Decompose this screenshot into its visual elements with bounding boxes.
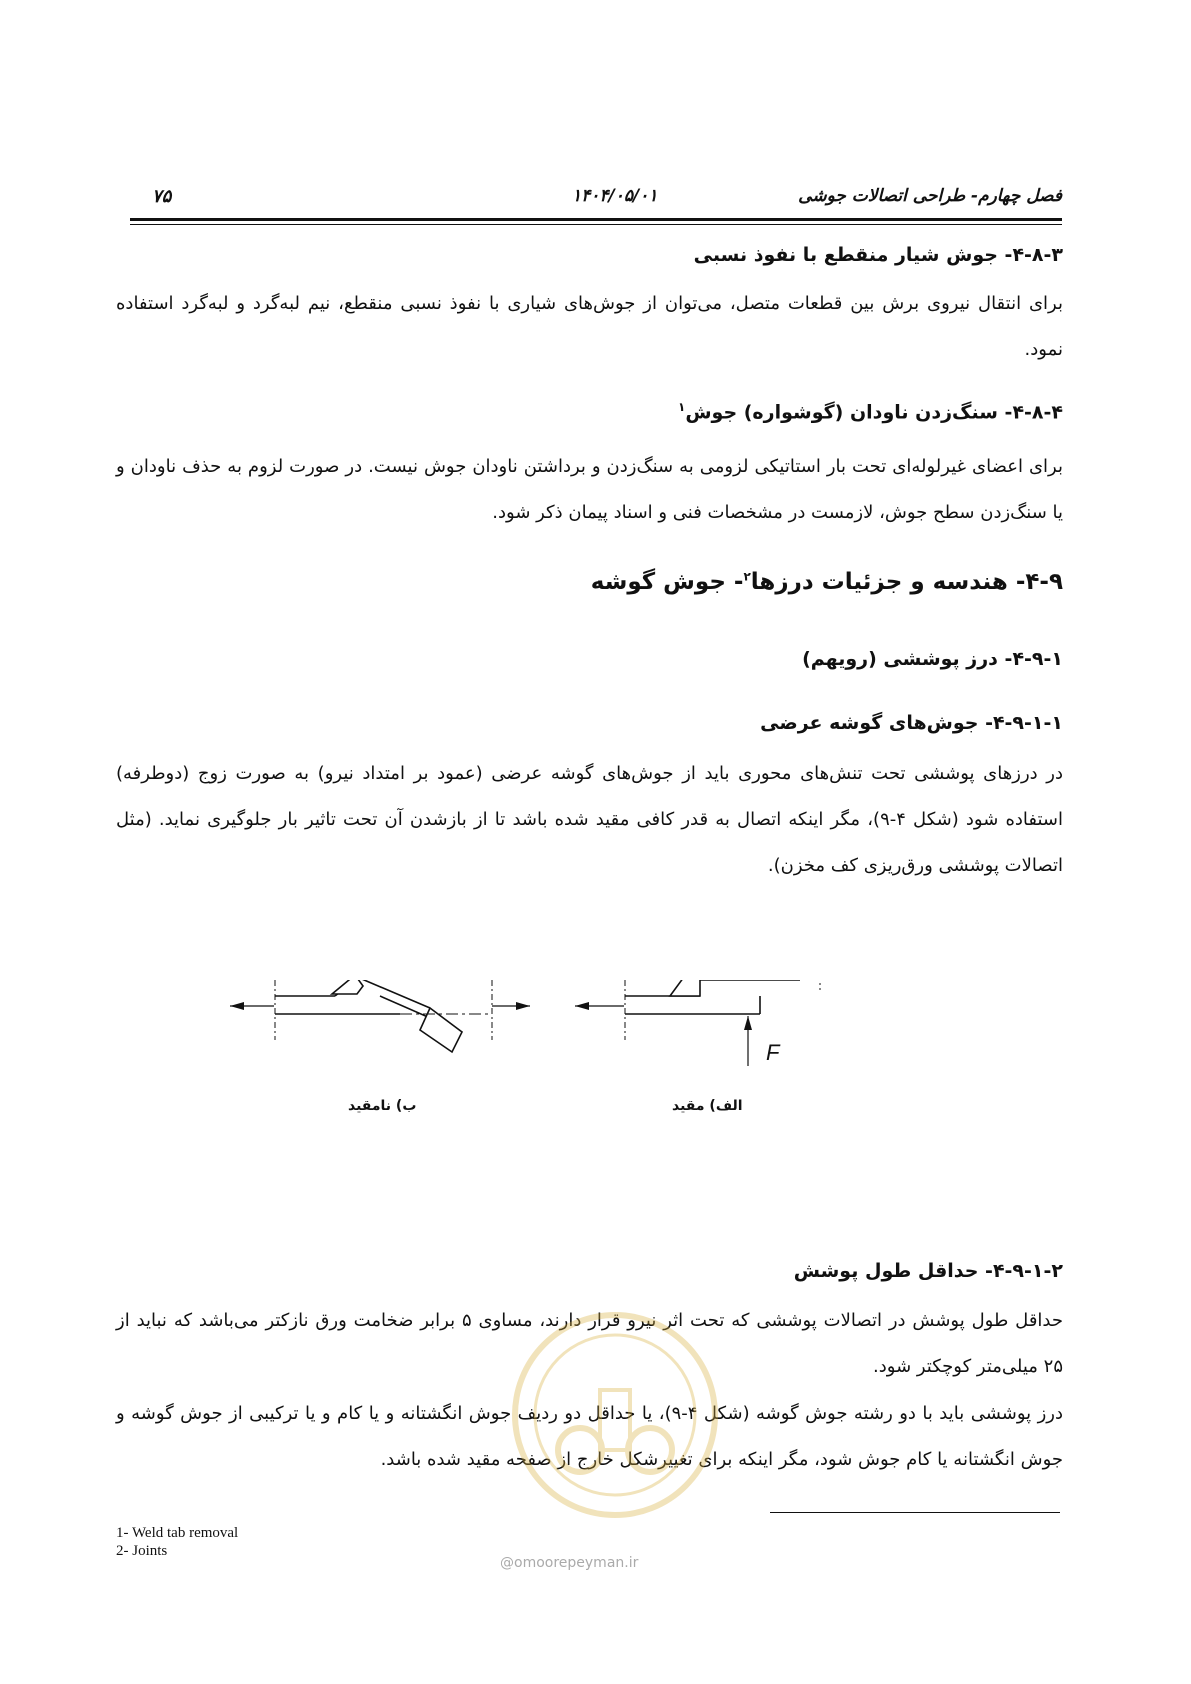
paragraph-4-9-1-1: در درزهای پوششی تحت تنش‌های محوری باید از جوش‌های گوشه عرضی (عمود بر امتداد نیرو) به صورت زوج (دوطرفه) استفاده شود (شکل ۴-۹)، مگر اینکه اتصال به قدر کافی مقید شده باشد تا از بازشدن آن تحت تاثیر بار جلوگیری نماید. (مثل اتصالات پوششی ورق‌ریزی کف مخزن). xyxy=(116,763,1063,876)
lap-joint-diagram xyxy=(230,980,950,1180)
footnotes xyxy=(116,1524,238,1560)
heading-4-9-1-1: ۴-۹-۱-۱- جوش‌های گوشه عرضی xyxy=(760,712,1063,734)
caption-restrained: الف) مقید xyxy=(672,1098,743,1114)
paragraph-4-9-1-2-b: درز پوششی باید با دو رشته جوش گوشه (شکل ۴-۹)، یا حداقل دو ردیف جوش انگشتانه و یا کام و یا ترکیبی از جوش گوشه و جوش انگشتانه یا کام جوش شود، مگر اینکه برای تغییرشکل خارج از صفحه مقید شده باشد. xyxy=(116,1403,1063,1470)
footnote-ref-2: ۲ xyxy=(743,569,751,584)
heading-4-8-4-text: ۴-۸-۴- سنگ‌زدن ناودان (گوشواره) جوش xyxy=(685,401,1063,424)
footnote-ref-1: ۱ xyxy=(677,400,686,414)
heading-4-9-1-2: ۴-۹-۱-۲- حداقل طول پوشش xyxy=(793,1260,1063,1282)
force-label: F xyxy=(766,1040,780,1065)
unrestrained-joint-drawing xyxy=(230,980,530,1052)
heading-4-8-4 xyxy=(678,400,1063,423)
footnote-1: 1- Weld tab removal xyxy=(116,1525,239,1541)
paragraph-4-8-3: برای انتقال نیروی برش بین قطعات متصل، می‌توان از جوش‌های شیاری با نفوذ نسبی منقطع، نیم لبه‌گرد و لبه‌گرد استفاده نمود. xyxy=(116,293,1063,360)
heading-4-9-part2: - جوش گوشه xyxy=(590,569,744,595)
figure-4-9 xyxy=(230,980,950,1180)
heading-4-9-1: ۴-۹-۱- درز پوششی (رویهم) xyxy=(802,648,1063,670)
paragraph-4-8-4: برای اعضای غیرلوله‌ای تحت بار استاتیکی لزومی به سنگ‌زدن و برداشتن ناودان جوش نیست. در صورت لزوم به حذف ناودان و یا سنگ‌زدن سطح جوش، لازمست در مشخصات فنی و اسناد پیمان ذکر شود. xyxy=(116,456,1063,523)
footnote-2: 2- Joints xyxy=(116,1543,168,1559)
header-date: ۱۴۰۴/۰۵/۰۱ xyxy=(572,186,658,206)
footnote-rule xyxy=(770,1512,1060,1513)
page-number: ۷۵ xyxy=(152,186,172,207)
restrained-joint-drawing xyxy=(575,980,860,1066)
heading-4-8-3: ۴-۸-۳- جوش شیار منقطع با نفوذ نسبی xyxy=(693,244,1063,266)
heading-4-9-part1: ۴-۹- هندسه و جزئیات درزها xyxy=(750,569,1063,595)
watermark-logo xyxy=(500,1300,730,1570)
paragraph-4-9-1-2-a: حداقل طول پوشش در اتصالات پوششی که تحت اثر نیرو قرار دارند، مساوی ۵ برابر ضخامت ورق نازکتر می‌باشد که نباید از ۲۵ میلی‌متر کوچکتر شود. xyxy=(116,1310,1063,1377)
header-rule-thick xyxy=(130,218,1062,221)
chapter-title: فصل چهارم- طراحی اتصالات جوشی xyxy=(798,186,1062,206)
caption-unrestrained: ب) نامقید xyxy=(348,1098,417,1114)
watermark-text: @omoorepeyman.ir xyxy=(500,1555,639,1571)
heading-4-9 xyxy=(591,569,1063,595)
page-header xyxy=(130,186,1062,216)
header-rule-thin xyxy=(130,224,1062,225)
